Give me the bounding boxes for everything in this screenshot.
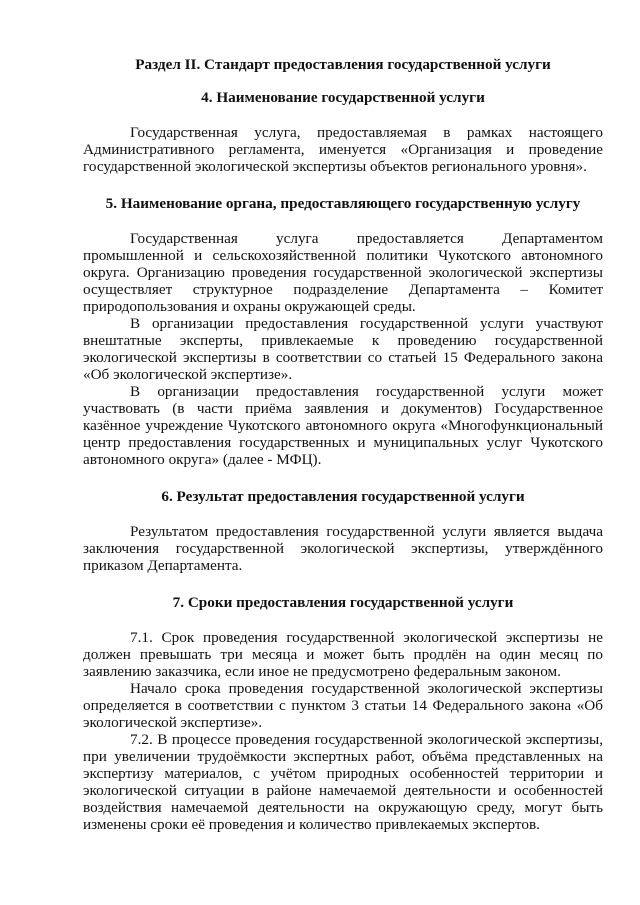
subsection-title: 7. Сроки предоставления государственной услуги xyxy=(172,594,514,611)
paragraph: 7.1. Срок проведения государственной экологической экспертизы не должен превышать три месяца и может быть продлён на один месяц по заявлению заказчика, если иное не предусмотрено федеральным законом. xyxy=(83,629,603,680)
subsection-title: 6. Результат предоставления государственной услуги xyxy=(161,488,525,505)
subsection-7 xyxy=(83,594,603,833)
paragraph: Результатом предоставления государственной услуги является выдача заключения государственной экологической экспертизы, утверждённого приказом Департамента. xyxy=(83,523,603,574)
subsection-title: 4. Наименование государственной услуги xyxy=(201,89,485,106)
paragraph: В организации предоставления государственной услуги может участвовать (в части приёма заявления и документов) Государственное казённое учреждение Чукотского автономного округа «Многофункциональный центр предоставления государственных и муниципальных услуг Чукотского автономного округа» (далее - МФЦ). xyxy=(83,383,603,468)
paragraph: В организации предоставления государственной услуги участвуют внештатные эксперты, привлекаемые к проведению государственной экологической экспертизы в соответствии со статьей 15 Федерального закона «Об экологической экспертизе». xyxy=(83,315,603,383)
paragraph: 7.2. В процессе проведения государственной экологической экспертизы, при увеличении трудоёмкости экспертных работ, объёма представленных на экспертизу материалов, с учётом природных особенностей территории и экологической ситуации в районе намечаемой деятельности и особенностей воздействия намечаемой деятельности на окружающую среду, могут быть изменены сроки её проведения и количество привлекаемых экспертов. xyxy=(83,731,603,833)
subsection-title: 5. Наименование органа, предоставляющего государственную услугу xyxy=(105,195,581,212)
section-title: Раздел II. Стандарт предоставления государственной услуги xyxy=(135,56,551,73)
paragraph: Начало срока проведения государственной экологической экспертизы определяется в соответствии с пунктом 3 статьи 14 Федерального закона «Об экологической экспертизе». xyxy=(83,680,603,731)
subsection-5 xyxy=(83,195,603,468)
subsection-6 xyxy=(83,488,603,574)
paragraph: Государственная услуга, предоставляемая в рамках настоящего Административного регламента, именуется «Организация и проведение государственной экологической экспертизы объектов регионального уровня». xyxy=(83,124,603,175)
subsection-4 xyxy=(83,89,603,175)
paragraph: Государственная услуга предоставляется Департаментом промышленной и сельскохозяйственной политики Чукотского автономного округа. Организацию проведения государственной экологической экспертизы осуществляет структурное подразделение Департамента – Комитет природопользования и охраны окружающей среды. xyxy=(83,230,603,315)
